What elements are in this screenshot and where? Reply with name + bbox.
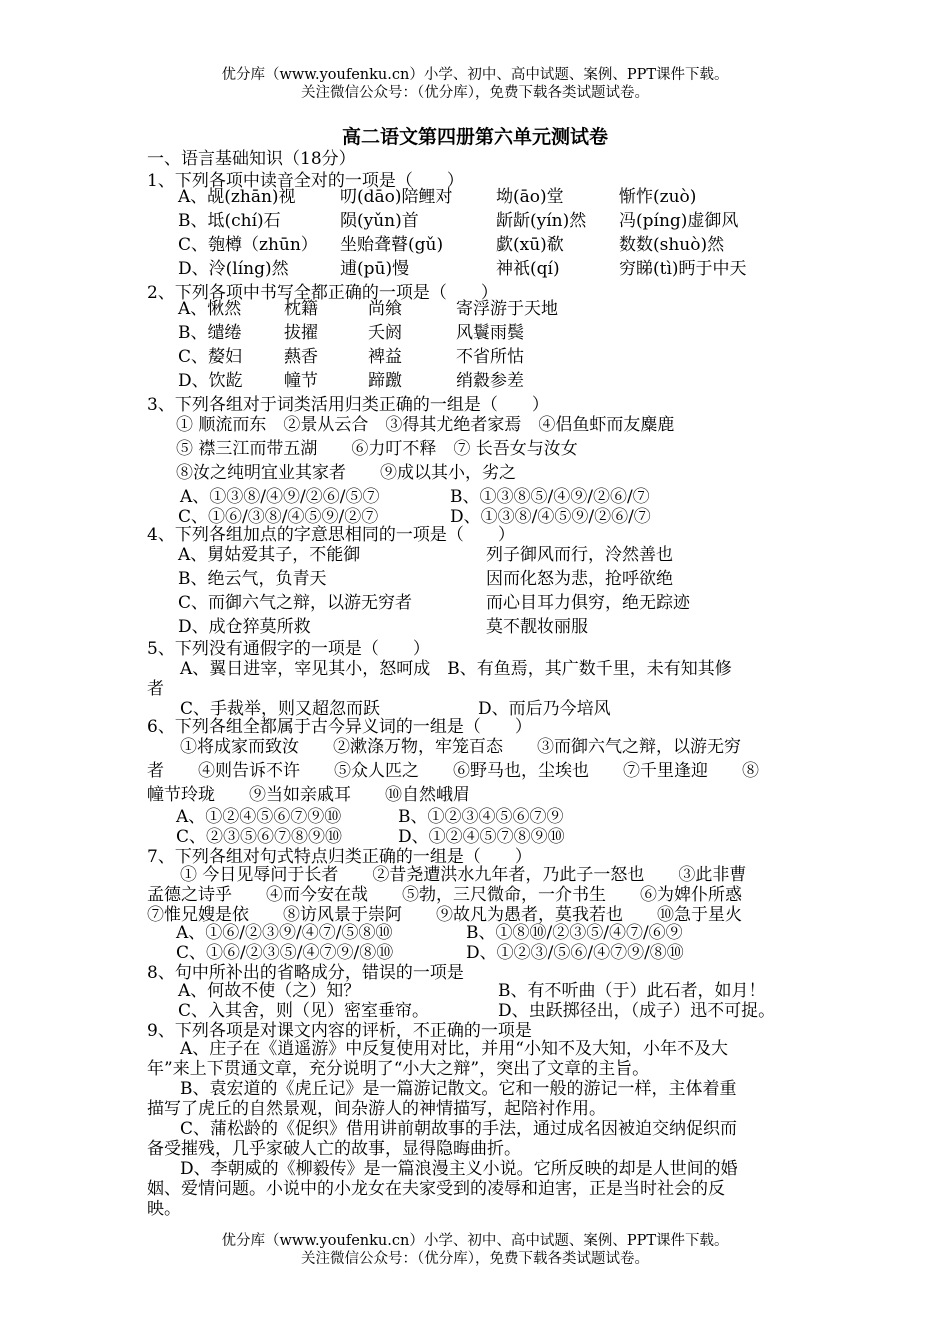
section-heading: 一、语言基础知识（18分）: [147, 149, 356, 169]
q8-option-a: A、何故不使（之）知？: [178, 981, 361, 1001]
q2-a-2: 枕籍: [284, 299, 318, 319]
q6-stem: 6、下列各组全都属于古今异义词的一组是（ ）: [147, 717, 532, 737]
q2-c-1: C、嫠妇: [178, 347, 243, 367]
q6-option-a: A、①②④⑤⑥⑦⑨⑩: [176, 807, 342, 827]
q2-a-3: 尚飨: [368, 299, 402, 319]
q4-c-left: C、而御六气之辩，以游无穷者: [178, 593, 413, 613]
q1-b-2: 陨(yǔn)首: [340, 211, 419, 231]
q5-option-d: D、而后乃今培风: [478, 699, 611, 719]
q9-b-line1: B、袁宏道的《虎丘记》是一篇游记散文。它和一般的游记一样，主体着重: [180, 1079, 737, 1099]
q1-b-1: B、坻(chí)石: [178, 211, 281, 231]
q7-stem: 7、下列各组对句式特点归类正确的一组是（ ）: [147, 847, 532, 867]
q6-option-b: B、①②③④⑤⑥⑦⑨: [398, 807, 564, 827]
q9-stem: 9、下列各项是对课文内容的评析，不正确的一项是: [147, 1021, 532, 1041]
q4-b-left: B、绝云气，负青天: [178, 569, 327, 589]
q2-a-1: A、愀然: [178, 299, 242, 319]
q7-option-a: A、①⑥/②③⑨/④⑦/⑤⑧⑩: [176, 923, 393, 943]
q9-d-line1: D、李朝威的《柳毅传》是一篇浪漫主义小说。它所反映的却是人世间的婚: [180, 1159, 738, 1179]
q3-option-c: C、①⑥/③⑧/④⑤⑨/②⑦: [178, 507, 379, 527]
q3-stem: 3、下列各组对于词类活用归类正确的一组是（ ）: [147, 395, 549, 415]
q9-c-line1: C、蒲松龄的《促织》借用讲前朝故事的手法，通过成名因被迫交纳促织而: [180, 1119, 738, 1139]
q6-option-c: C、②③⑤⑥⑦⑧⑨⑩: [176, 827, 343, 847]
q9-d-line2: 姻、爱情问题。小说中的小龙女在夫家受到的凌辱和迫害，正是当时社会的反: [147, 1179, 725, 1199]
q3-option-a: A、①③⑧/④⑨/②⑥/⑤⑦: [180, 487, 380, 507]
q2-d-3: 蹄躈: [368, 371, 402, 391]
q1-c-1: C、匏樽（zhūn）: [178, 235, 318, 255]
q1-d-4: 穷睇(tì)眄于中天: [619, 259, 747, 279]
q5-stem: 5、下列没有通假字的一项是（ ）: [147, 639, 430, 659]
q8-stem: 8、句中所补出的省略成分，错误的一项是: [147, 963, 464, 983]
q5-option-c: C、手裁举，则又超忽而跃: [180, 699, 381, 719]
q1-stem: 1、下列各项中读音全对的一项是（ ）: [147, 171, 464, 191]
q3-option-b: B、①③⑧⑤/④⑨/②⑥/⑦: [450, 487, 650, 507]
q6-items-3: 幢节玲珑 ⑨当如亲戚耳 ⑩自然峨眉: [147, 785, 470, 805]
q8-option-b: B、有不听曲（于）此石者，如月！: [498, 981, 766, 1001]
q1-d-3: 神祇(qí): [496, 259, 560, 279]
q2-a-4: 寄浮游于天地: [456, 299, 558, 319]
q5-options-ab: A、翼日进宰，宰见其小，怒呵成 B、有鱼焉，其广数千里，未有知其修: [180, 659, 732, 679]
footer-line-1: 优分库（www.youfenku.cn）小学、初中、高中试题、案例、PPT课件下载。: [221, 1233, 729, 1249]
q1-b-3: 龂龂(yín)然: [496, 211, 587, 231]
q7-option-d: D、①②③/⑤⑥/④⑦⑨/⑧⑩: [466, 943, 684, 963]
q1-a-2: 叨(dāo)陪鲤对: [340, 187, 453, 207]
q1-d-2: 逋(pū)慢: [340, 259, 410, 279]
q9-c-line2: 备受摧残，几乎家破人亡的故事，显得隐晦曲折。: [147, 1139, 521, 1159]
q6-option-d: D、①②④⑤⑦⑧⑨⑩: [398, 827, 565, 847]
q3-items-2: ⑤ 襟三江而带五湖 ⑥力叮不释 ⑦ 长吾女与汝女: [176, 439, 578, 459]
q4-b-right: 因而化怒为悲，抢呼欲绝: [486, 569, 673, 589]
q7-option-c: C、①⑥/②③⑤/④⑦⑨/⑧⑩: [176, 943, 394, 963]
q1-d-1: D、泠(líng)然: [178, 259, 289, 279]
q9-b-line2: 描写了虎丘的自然景观，间杂游人的神情描写，起陪衬作用。: [147, 1099, 606, 1119]
q4-d-right: 莫不靓妆丽服: [486, 617, 588, 637]
q2-b-2: 拔擢: [284, 323, 318, 343]
q6-items-1: ①将成家而致汝 ②漱涤万物，牢笼百态 ③而御六气之辩，以游无穷: [180, 737, 741, 757]
q2-c-3: 裨益: [368, 347, 402, 367]
q7-items-3: ⑦惟兄嫂是依 ⑧访风景于崇阿 ⑨故凡为愚者，莫我若也 ⑩急于星火: [147, 905, 742, 925]
q1-c-2: 坐贻聋瞽(gǔ): [340, 235, 444, 255]
q3-option-d: D、①③⑧/④⑤⑨/②⑥/⑦: [450, 507, 651, 527]
q2-options: [178, 298, 798, 398]
q9-a-line1: A、庄子在《逍遥游》中反复使用对比，并用“小知不及大知，小年不及大: [180, 1039, 728, 1059]
q1-b-4: 冯(píng)虚御风: [619, 211, 739, 231]
q1-options: [178, 186, 798, 286]
q2-d-2: 幢节: [284, 371, 318, 391]
q4-d-left: D、成仓猝莫所救: [178, 617, 311, 637]
q2-d-1: D、饮龁: [178, 371, 243, 391]
q8-option-c: C、入其舍，则（见）密室垂帘。: [178, 1001, 430, 1021]
q7-items-2: 孟德之诗乎 ④而今安在哉 ⑤勃，三尺微命，一介书生 ⑥为婢仆所惑: [147, 885, 742, 905]
q1-a-4: 惭怍(zuò): [619, 187, 697, 207]
q2-b-1: B、缱绻: [178, 323, 242, 343]
q1-a-3: 坳(āo)堂: [496, 187, 564, 207]
q4-a-right: 列子御风而行，泠然善也: [486, 545, 673, 565]
q1-c-3: 歔(xū)欷: [496, 235, 564, 255]
header-line-2: 关注微信公众号：（优分库），免费下载各类试题试卷。: [301, 85, 649, 101]
q1-a-1: A、觇(zhān)视: [178, 187, 296, 207]
page-title: 高二语文第四册第六单元测试卷: [341, 126, 608, 148]
q4-a-left: A、舅姑爱其子，不能御: [178, 545, 361, 565]
q2-c-2: 爇香: [284, 347, 318, 367]
q6-items-2: 者 ④则告诉不许 ⑤众人匹之 ⑥野马也，尘埃也 ⑦千里逢迎 ⑧: [147, 761, 759, 781]
q2-d-4: 绡縠参差: [456, 371, 524, 391]
q2-b-3: 夭阏: [368, 323, 402, 343]
q9-a-line2: 年”来上下贯通文章，充分说明了“小大之辩”，突出了文章的主旨。: [147, 1059, 650, 1079]
q3-items-3: ⑧汝之纯明宜业其家者 ⑨成以其小，劣之: [176, 463, 516, 483]
q7-option-b: B、①⑧⑩/②③⑤/④⑦/⑥⑨: [466, 923, 683, 943]
q4-stem: 4、下列各组加点的字意思相同的一项是（ ）: [147, 525, 515, 545]
q7-items-1: ① 今日见辱问于长者 ②昔尧遭洪水九年者，乃此子一怒也 ③此非曹: [180, 865, 747, 885]
q1-c-4: 数数(shuò)然: [619, 235, 725, 255]
q8-option-d: D、虫跃掷径出，（成子）迅不可捉。: [498, 1001, 776, 1021]
header-line-1: 优分库（www.youfenku.cn）小学、初中、高中试题、案例、PPT课件下载。: [221, 67, 729, 83]
q3-items-1: ① 顺流而东 ②景从云合 ③得其尤绝者家焉 ④侣鱼虾而友麋鹿: [176, 415, 675, 435]
q4-c-right: 而心目耳力俱穷，绝无踪迹: [486, 593, 690, 613]
footer-line-2: 关注微信公众号：（优分库），免费下载各类试题试卷。: [301, 1251, 649, 1267]
q5-options-ab-wrap: 者: [147, 679, 164, 699]
q2-b-4: 风鬟雨鬓: [456, 323, 524, 343]
q9-d-line3: 映。: [147, 1199, 181, 1219]
q2-c-4: 不省所怙: [456, 347, 524, 367]
q2-stem: 2、下列各项中书写全都正确的一项是（ ）: [147, 283, 498, 303]
